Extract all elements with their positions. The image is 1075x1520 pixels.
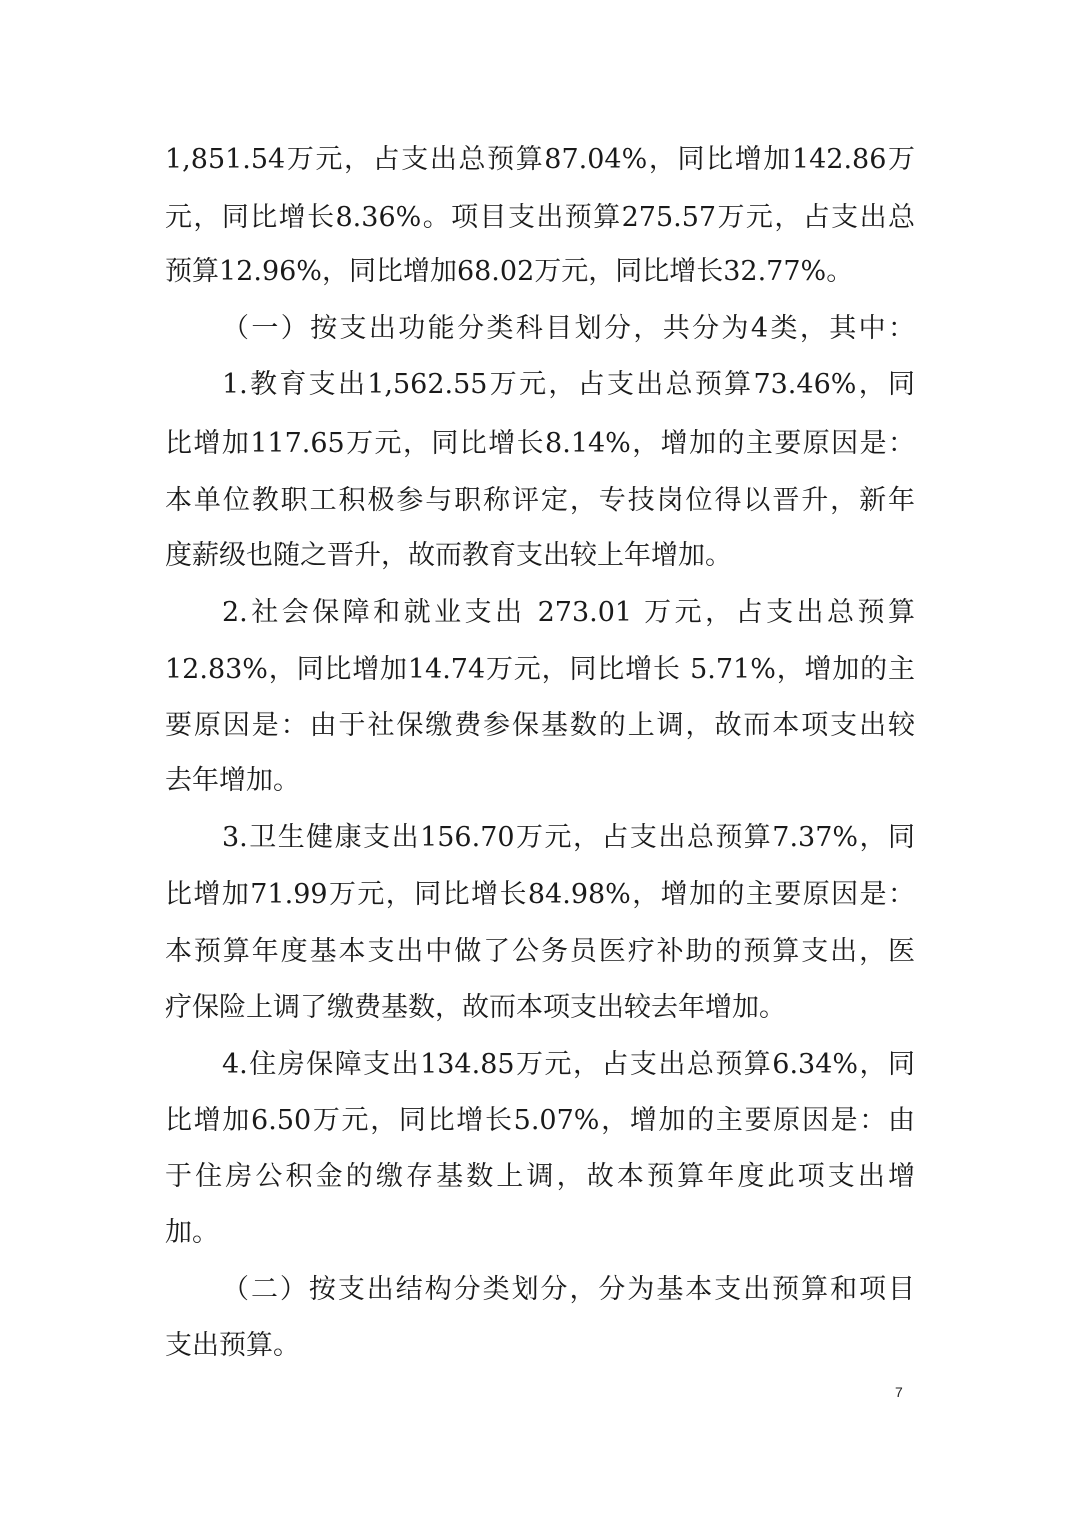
text-line: 元，同比增长8.36%。项目支出预算275.57万元，占支出总 xyxy=(165,202,915,233)
page-number: 7 xyxy=(895,1384,903,1400)
text-line: 预算12.96%，同比增加68.02万元，同比增长32.77%。 xyxy=(165,256,854,287)
text-line: 疗保险上调了缴费基数，故而本项支出较去年增加。 xyxy=(165,992,786,1023)
text-line: 于住房公积金的缴存基数上调，故本预算年度此项支出增 xyxy=(165,1161,915,1192)
text-line: 1,851.54万元，占支出总预算87.04%，同比增加142.86万 xyxy=(165,144,915,175)
text-line: 支出预算。 xyxy=(165,1330,300,1361)
section-heading: （二）按支出结构分类划分，分为基本支出预算和项目 xyxy=(222,1274,915,1305)
text-line: 度薪级也随之晋升，故而教育支出较上年增加。 xyxy=(165,540,732,571)
text-line: 加。 xyxy=(165,1217,219,1248)
text-line: 本预算年度基本支出中做了公务员医疗补助的预算支出，医 xyxy=(165,936,915,967)
text-line: 比增加71.99万元，同比增长84.98%，增加的主要原因是： xyxy=(165,879,915,910)
text-line: 比增加117.65万元，同比增长8.14%，增加的主要原因是： xyxy=(165,428,915,459)
text-line: 比增加6.50万元，同比增长5.07%，增加的主要原因是：由 xyxy=(165,1105,915,1136)
text-line: 1.教育支出1,562.55万元，占支出总预算73.46%，同 xyxy=(222,369,915,400)
text-line: 要原因是：由于社保缴费参保基数的上调，故而本项支出较 xyxy=(165,710,915,741)
text-line: 12.83%，同比增加14.74万元，同比增长 5.71%，增加的主 xyxy=(165,654,915,685)
text-line: 2.社会保障和就业支出 273.01 万元，占支出总预算 xyxy=(222,597,915,628)
section-heading: （一）按支出功能分类科目划分，共分为4类，其中： xyxy=(222,313,915,344)
text-line: 去年增加。 xyxy=(165,765,300,796)
text-line: 本单位教职工积极参与职称评定，专技岗位得以晋升，新年 xyxy=(165,485,915,516)
text-line: 3.卫生健康支出156.70万元，占支出总预算7.37%，同 xyxy=(222,822,915,853)
text-line: 4.住房保障支出134.85万元，占支出总预算6.34%，同 xyxy=(222,1049,915,1080)
